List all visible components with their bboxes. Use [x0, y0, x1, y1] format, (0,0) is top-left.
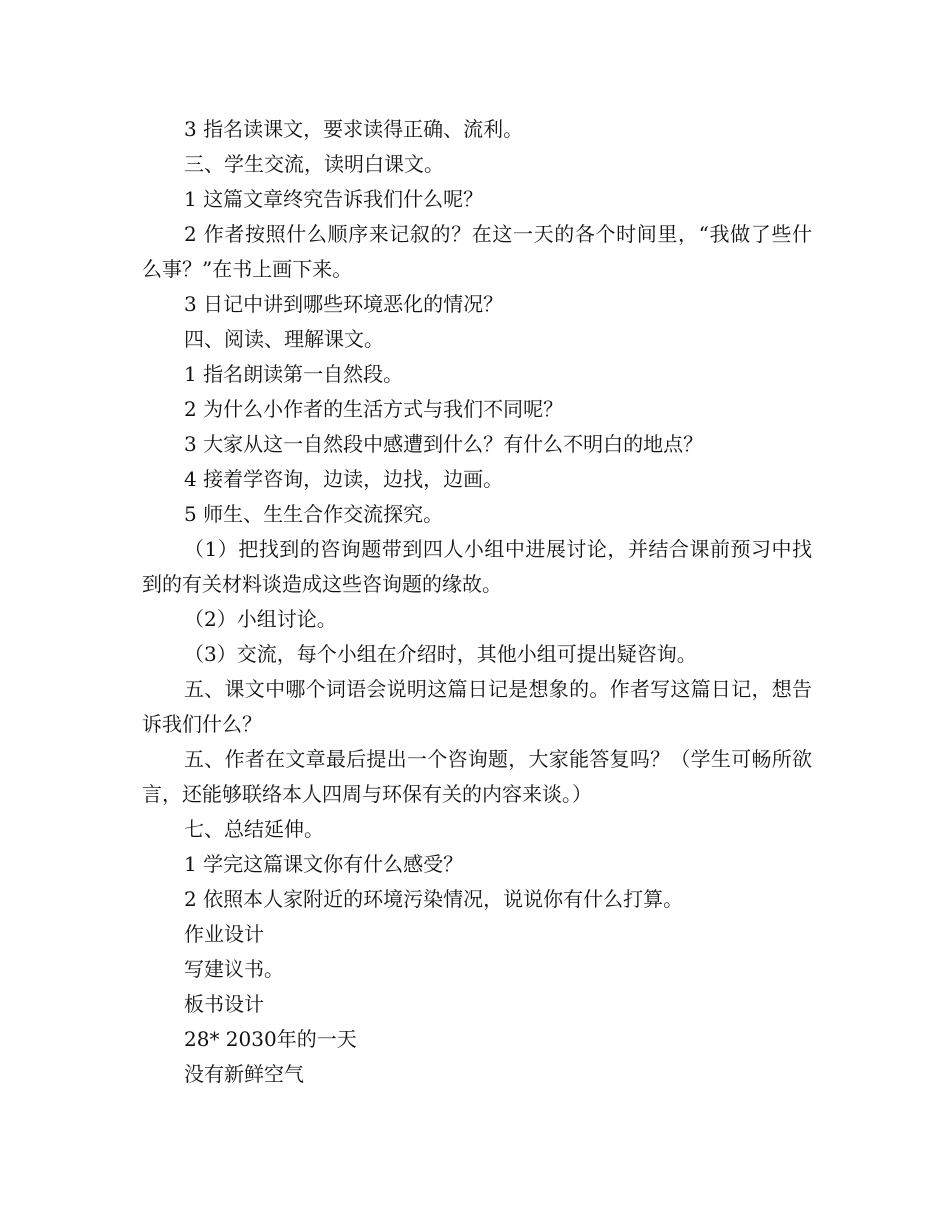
paragraph-read-aloud: 3 指名读课文，要求读得正确、流利。 [184, 117, 524, 141]
section-heading-5b: 五、作者在文章最后提出一个咨询题，大家能答复吗？（学生可畅所欲言，还能够联络本人四周与环保有关的内容来谈。） [142, 747, 812, 806]
paragraph-step-1: 1 指名朗读第一自然段。 [184, 362, 404, 386]
paragraph-summary-1: 1 学完这篇课文你有什么感受？ [184, 852, 464, 876]
paragraph-question-2: 2 作者按照什么顺序来记叙的？在这一天的各个时间里，“我做了些什么事？”在书上画下来。 [142, 222, 812, 281]
paragraph-question-1: 1 这篇文章终究告诉我们什么呢？ [184, 187, 484, 211]
section-heading-4: 四、阅读、理解课文。 [184, 327, 384, 351]
paragraph-question-3: 3 日记中讲到哪些环境恶化的情况？ [184, 292, 504, 316]
paragraph-step-5: 5 师生、生生合作交流探究。 [184, 502, 444, 526]
paragraph-substep-1: （1）把找到的咨询题带到四人小组中进展讨论，并结合课前预习中找到的有关材料谈造成这些咨询题的缘故。 [142, 537, 812, 596]
section-heading-3: 三、学生交流，读明白课文。 [184, 152, 444, 176]
document-body [142, 112, 812, 1092]
paragraph-summary-2: 2 依照本人家附近的环境污染情况，说说你有什么打算。 [184, 887, 684, 911]
paragraph-step-2: 2 为什么小作者的生活方式与我们不同呢？ [184, 397, 564, 421]
heading-blackboard: 板书设计 [184, 992, 264, 1016]
paragraph-homework: 写建议书。 [184, 957, 284, 981]
section-heading-5a: 五、课文中哪个词语会说明这篇日记是想象的。作者写这篇日记，想告诉我们什么？ [142, 677, 812, 736]
paragraph-substep-3: （3）交流，每个小组在介绍时，其他小组可提出疑咨询。 [184, 642, 697, 666]
paragraph-no-fresh-air: 没有新鲜空气 [184, 1062, 304, 1086]
heading-homework: 作业设计 [184, 922, 264, 946]
paragraph-step-4: 4 接着学咨询，边读，边找，边画。 [184, 467, 504, 491]
paragraph-lesson-title: 28* 2030年的一天 [184, 1027, 357, 1051]
section-heading-7: 七、总结延伸。 [184, 817, 324, 841]
paragraph-substep-2: （2）小组讨论。 [184, 607, 337, 631]
paragraph-step-3: 3 大家从这一自然段中感遭到什么？有什么不明白的地点？ [184, 432, 704, 456]
